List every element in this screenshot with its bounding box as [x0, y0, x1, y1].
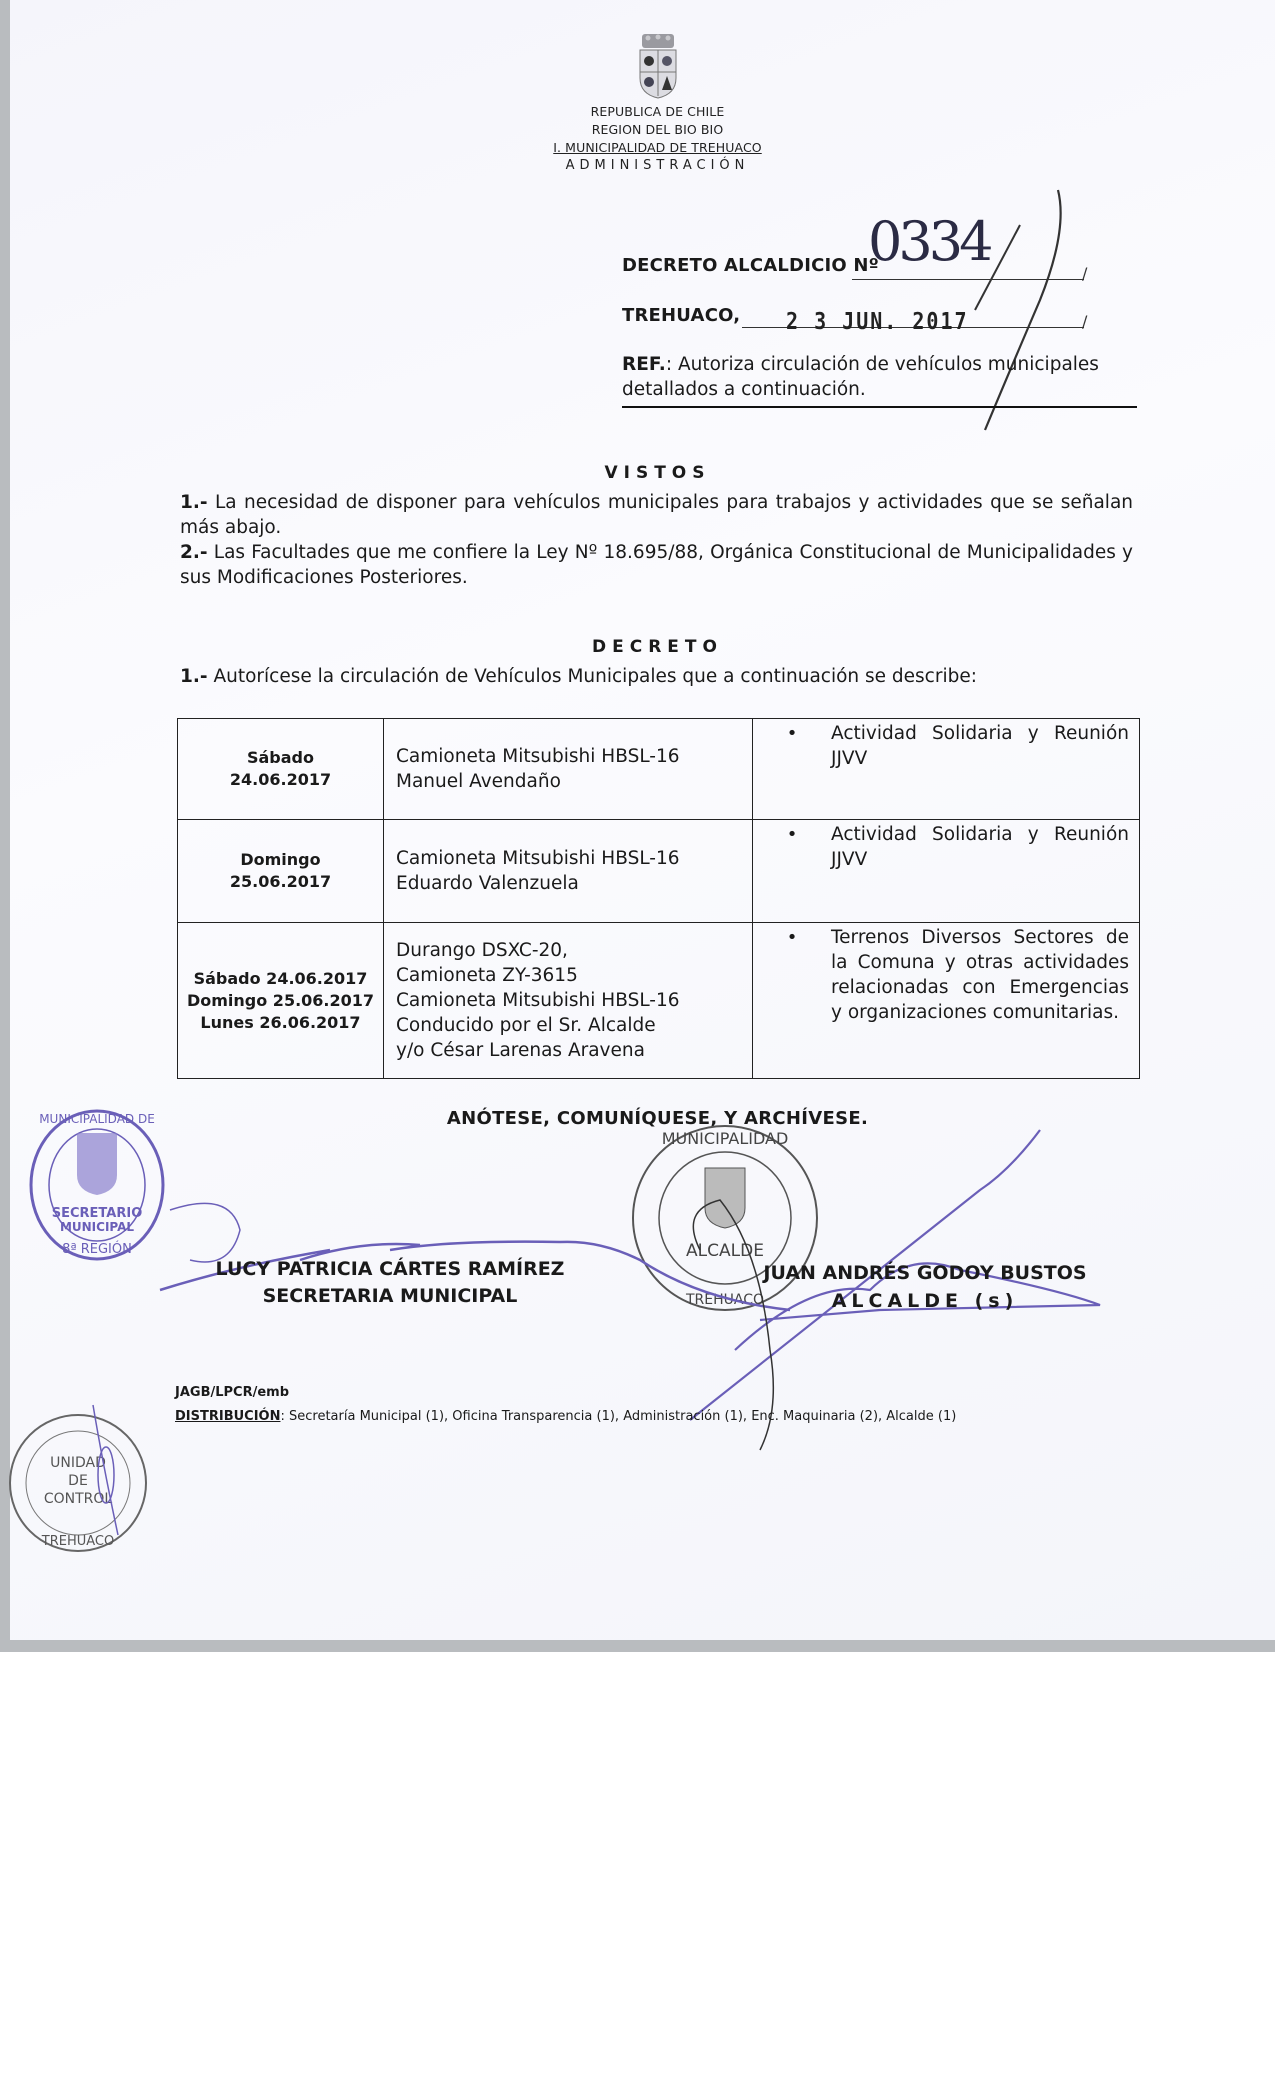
vehicle-cell — [384, 719, 753, 820]
driver-line: Eduardo Valenzuela — [396, 873, 579, 894]
item-text: La necesidad de disponer para vehículos municipales para trabajos y actividades que se señalan más abajo. — [180, 492, 1133, 538]
initials-text: JAGB/LPCR/emb — [175, 1385, 290, 1400]
svg-text:CONTROL: CONTROL — [43, 1491, 113, 1507]
dates-cell — [178, 820, 384, 923]
place-label: TREHUACO, — [622, 305, 741, 326]
svg-text:MUNICIPALIDAD: MUNICIPALIDAD — [661, 1129, 789, 1148]
vehicle-line: Durango DSXC-20, — [396, 940, 568, 961]
reference-text — [622, 352, 1142, 402]
vehicle-line: Camioneta Mitsubishi HBSL-16 — [396, 990, 680, 1011]
svg-text:SECRETARIO: SECRETARIO — [51, 1206, 143, 1221]
vistos-item-1 — [180, 490, 1133, 540]
vehicle-line: Camioneta ZY-3615 — [396, 965, 578, 986]
vehicle-cell — [384, 820, 753, 923]
svg-text:TREHUACO: TREHUACO — [685, 1292, 765, 1308]
activity-text: Terrenos Diversos Sectores de la Comuna y otras actividades relacionadas con Emergencias y organizaciones comunitarias. — [831, 927, 1129, 1023]
item-text: Autorícese la circulación de Vehículos Municipales que a continuación se describe: — [207, 666, 977, 687]
item-number: 1.- — [180, 492, 208, 513]
distribution-label: DISTRIBUCIÓN — [175, 1409, 281, 1424]
date-line: Domingo 25.06.2017 — [186, 990, 375, 1010]
date-line: Lunes 26.06.2017 — [200, 1012, 361, 1032]
date-line: 25.06.2017 — [229, 872, 332, 891]
activity-text: Actividad Solidaria y Reunión JJVV — [831, 824, 1129, 870]
distribution-text: : Secretaría Municipal (1), Oficina Transparencia (1), Administración (1), Enc. Maquinaria (2), Alcalde (1) — [280, 1409, 957, 1424]
ref-label: REF. — [622, 354, 666, 375]
bullet-icon: • — [786, 824, 798, 845]
vehicle-line: Camioneta Mitsubishi HBSL-16 — [396, 848, 680, 869]
bullet-icon: • — [786, 927, 798, 948]
table-row — [178, 719, 1140, 820]
signatory-right-title: ALCALDE (s) — [831, 1290, 1019, 1312]
activity-text: Actividad Solidaria y Reunión JJVV — [831, 723, 1129, 769]
vehicle-authorization-table — [177, 718, 1140, 1079]
initials — [175, 1385, 289, 1400]
signatory-left-name: LUCY PATRICIA CÁRTES RAMÍREZ — [215, 1258, 565, 1280]
bullet-icon: • — [786, 723, 798, 744]
date-line: Sábado 24.06.2017 — [193, 968, 368, 988]
line-end-mark: / — [1082, 312, 1088, 331]
svg-text:DE: DE — [68, 1473, 88, 1489]
unidad-control-stamp-icon — [8, 1405, 158, 1565]
vehicle-cell — [384, 923, 753, 1079]
decree-number-label: DECRETO ALCALDICIO Nº — [622, 255, 879, 276]
dates-cell — [178, 719, 384, 820]
driver-line: y/o César Larenas Aravena — [396, 1040, 645, 1061]
svg-text:MUNICIPAL: MUNICIPAL — [59, 1220, 135, 1234]
svg-text:MUNICIPALIDAD DE: MUNICIPALIDAD DE — [39, 1112, 155, 1126]
svg-text:ALCALDE: ALCALDE — [686, 1241, 764, 1261]
header-line-region: REGION DEL BIO BIO — [591, 122, 724, 137]
item-number: 1.- — [180, 666, 208, 687]
decreto-heading: DECRETO — [592, 637, 723, 657]
driver-line: Manuel Avendaño — [396, 771, 561, 792]
signatory-left-title: SECRETARIA MUNICIPAL — [262, 1285, 518, 1307]
activity-cell — [753, 719, 1140, 820]
closing-formula: ANÓTESE, COMUNÍQUESE, Y ARCHÍVESE. — [446, 1108, 869, 1129]
decree-number-handwritten: 0334 — [868, 210, 990, 273]
header-line-municipality: I. MUNICIPALIDAD DE TREHUACO — [553, 140, 762, 155]
item-number: 2.- — [180, 542, 208, 563]
activity-cell — [753, 820, 1140, 923]
table-row — [178, 820, 1140, 923]
distribution — [175, 1409, 956, 1424]
activity-cell — [753, 923, 1140, 1079]
vehicle-line: Camioneta Mitsubishi HBSL-16 — [396, 746, 680, 767]
date-line: Domingo — [240, 850, 321, 869]
dates-cell — [178, 923, 384, 1079]
date-line: Sábado — [246, 748, 314, 767]
reference-rule — [622, 406, 1137, 408]
date-line: 24.06.2017 — [229, 770, 332, 789]
date-stamp: 2 3 JUN. 2017 — [786, 307, 969, 335]
header-line-republic: REPUBLICA DE CHILE — [590, 104, 725, 119]
driver-line: Conducido por el Sr. Alcalde — [396, 1015, 656, 1036]
svg-text:TREHUACO: TREHUACO — [41, 1534, 115, 1549]
decreto-item-1 — [180, 664, 1133, 689]
svg-text:UNIDAD: UNIDAD — [50, 1455, 106, 1471]
item-text: Las Facultades que me confiere la Ley Nº 18.695/88, Orgánica Constitucional de Municipalidades y sus Modificaciones Posteriores. — [180, 542, 1133, 588]
vistos-item-2 — [180, 540, 1133, 590]
signatory-right-name: JUAN ANDRÉS GODOY BUSTOS — [763, 1262, 1087, 1284]
line-end-mark: / — [1082, 264, 1088, 283]
table-row — [178, 923, 1140, 1079]
header-line-department: ADMINISTRACIÓN — [565, 158, 750, 173]
ref-body: : Autoriza circulación de vehículos municipales detallados a continuación. — [622, 354, 1099, 400]
svg-text:8ª REGIÓN: 8ª REGIÓN — [62, 1242, 132, 1257]
vistos-heading: VISTOS — [604, 463, 711, 483]
